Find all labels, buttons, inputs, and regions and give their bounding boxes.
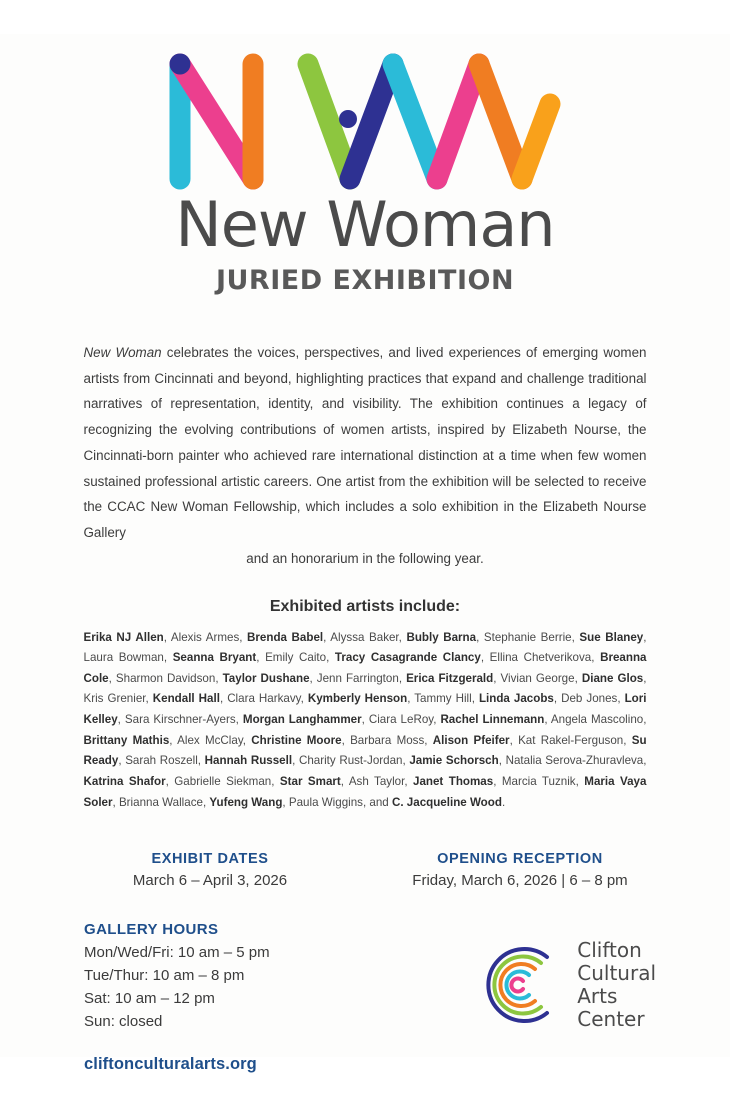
- artist-name: Alyssa Baker: [330, 630, 399, 644]
- dates-row: [65, 851, 665, 889]
- website-link[interactable]: cliftonculturalarts.org: [84, 1055, 257, 1074]
- ccac-concentric-c-icon: [469, 937, 565, 1033]
- artist-name: Brenda Babel: [247, 630, 324, 644]
- nw-monogram-icon: [145, 34, 585, 194]
- subtitle-juried-exhibition: JURIED EXHIBITION: [215, 265, 515, 296]
- artist-separator: ,: [643, 630, 647, 644]
- artist-name: Alexis Armes: [170, 630, 240, 644]
- artist-name: Angela Mascolino: [550, 713, 644, 727]
- artist-separator: ,: [341, 733, 351, 747]
- artist-separator: ,: [271, 774, 280, 788]
- artist-name: Paula Wiggins: [288, 795, 363, 809]
- artist-separator: ,: [424, 733, 433, 747]
- gallery-hours-line: Mon/Wed/Fri: 10 am – 5 pm: [84, 944, 270, 962]
- artist-name: Clara Harkavy: [227, 692, 301, 706]
- artist-name: Janet Thomas: [413, 774, 494, 788]
- artist-name: Morgan Langhammer: [242, 713, 362, 727]
- artist-separator: ,: [544, 713, 551, 727]
- ccac-logo: [469, 937, 656, 1033]
- artist-name: Su Ready: [83, 733, 647, 768]
- artist-separator: ,: [219, 692, 228, 706]
- poster-page: [0, 34, 730, 1074]
- artist-separator: ,: [326, 651, 335, 665]
- gallery-hours-line: Sun: closed: [84, 1012, 163, 1030]
- artist-name: Alex McClay: [177, 733, 243, 747]
- artist-name: Yufeng Wang: [209, 795, 283, 809]
- artist-separator: ,: [112, 795, 119, 809]
- logo-dot-navy: [339, 110, 357, 128]
- opening-reception-value: Friday, March 6, 2026 | 6 – 8 pm: [412, 872, 628, 890]
- artist-separator: ,: [398, 671, 407, 685]
- artist-separator: ,: [292, 754, 299, 768]
- artist-name: Brianna Wallace: [118, 795, 203, 809]
- artist-name: Emily Caito: [265, 651, 327, 665]
- artists-list: [84, 628, 647, 814]
- artist-separator: ,: [493, 671, 501, 685]
- artist-name: Sarah Roszell: [125, 754, 198, 768]
- wordmark-new-woman: New Woman: [175, 188, 555, 261]
- artist-separator: , and: [362, 795, 392, 809]
- logo-dot-navy-2: [170, 54, 191, 75]
- artist-name: Sharmon Davidson: [115, 671, 216, 685]
- artist-name: C. Jacqueline Wood: [391, 795, 502, 809]
- artist-name: Sue Blaney: [579, 630, 644, 644]
- artist-name: Diane Glos: [581, 671, 644, 685]
- artist-name: Natalia Serova-Zhuravleva: [505, 754, 644, 768]
- artist-separator: ,: [498, 754, 506, 768]
- opening-reception-heading: OPENING RECEPTION: [437, 851, 603, 868]
- exhibit-dates-heading: EXHIBIT DATES: [151, 851, 269, 868]
- artist-separator: ,: [165, 774, 175, 788]
- artist-separator: ,: [197, 754, 205, 768]
- artist-separator: ,: [643, 671, 647, 685]
- artist-name: Taylor Dushane: [222, 671, 310, 685]
- artist-name: Seanna Bryant: [172, 651, 257, 665]
- artist-name: Lori Kelley: [83, 692, 647, 727]
- artist-separator: ,: [169, 733, 178, 747]
- artist-separator: ,: [493, 774, 502, 788]
- artist-separator: ,: [300, 692, 308, 706]
- artist-name: Brittany Mathis: [83, 733, 170, 747]
- artist-separator: ,: [407, 692, 415, 706]
- artist-separator: ,: [617, 692, 625, 706]
- artist-name: Erika NJ Allen: [83, 630, 164, 644]
- artist-separator: ,: [163, 651, 173, 665]
- artist-name: Maria Vaya Soler: [83, 774, 647, 809]
- artist-separator: ,: [309, 671, 317, 685]
- artist-name: Marcia Tuznik: [501, 774, 576, 788]
- artist-separator: ,: [282, 795, 289, 809]
- artist-separator: ,: [509, 733, 519, 747]
- ccac-logo-text: [577, 939, 656, 1032]
- artist-separator: ,: [108, 671, 116, 685]
- intro-paragraph: [84, 340, 647, 572]
- artist-name: Ellina Chetverikova: [489, 651, 592, 665]
- artist-separator: ,: [398, 630, 407, 644]
- artist-name: Ash Taylor: [348, 774, 405, 788]
- artist-name: Hannah Russell: [204, 754, 293, 768]
- artist-name: Katrina Shafor: [83, 774, 166, 788]
- artist-separator: ,: [118, 754, 126, 768]
- gallery-hours-line: Sat: 10 am – 12 pm: [84, 989, 215, 1007]
- artist-separator: ,: [574, 671, 582, 685]
- intro-body: celebrates the voices, perspectives, and lived experiences of emerging women artists from Cincinnati and beyond, highlighting practices that expand and challenge traditional narratives of representation, identity, and visibility. The exhibition continues a legacy of recognizing the evolving contributions of women artists, inspired by Elizabeth Nourse, the Cincinnati-born painter who achieved rare international distinction at a time when few women sustained professional artistic careers. One artist from the exhibition will be selected to receive the CCAC New Woman Fellowship, which includes a solo exhibition in the Elizabeth Nourse Gallery: [83, 345, 647, 541]
- nw-monogram-logo: [145, 34, 585, 194]
- artist-separator: ,: [117, 713, 125, 727]
- artist-separator: ,: [256, 651, 266, 665]
- ccac-line: Clifton: [577, 937, 642, 962]
- artist-separator: ,: [323, 630, 331, 644]
- artist-separator: ,: [476, 630, 484, 644]
- artist-name: Sara Kirschner-Ayers: [124, 713, 236, 727]
- exhibit-dates-value: March 6 – April 3, 2026: [132, 872, 288, 890]
- artist-separator: .: [501, 795, 506, 809]
- ccac-line: Cultural: [577, 961, 656, 986]
- artist-name: Stephanie Berrie: [483, 630, 572, 644]
- artist-separator: ,: [202, 795, 210, 809]
- artist-separator: ,: [404, 774, 413, 788]
- artist-name: Alison Pfeifer: [432, 733, 510, 747]
- artist-separator: ,: [623, 733, 632, 747]
- artist-separator: ,: [571, 630, 580, 644]
- artist-separator: ,: [163, 630, 171, 644]
- footer-section: [0, 921, 730, 1101]
- artist-name: Vivian George: [500, 671, 575, 685]
- artist-separator: ,: [235, 713, 243, 727]
- artist-separator: ,: [575, 774, 585, 788]
- artist-separator: ,: [215, 671, 223, 685]
- artist-separator: ,: [145, 692, 153, 706]
- artist-separator: ,: [643, 754, 647, 768]
- artist-name: Jenn Farrington: [316, 671, 399, 685]
- gallery-hours-line: Tue/Thur: 10 am – 8 pm: [84, 967, 245, 985]
- artist-name: Kymberly Henson: [307, 692, 408, 706]
- intro-last-line: and an honorarium in the following year.: [246, 550, 484, 566]
- artist-separator: ,: [480, 651, 490, 665]
- ccac-line: Center: [577, 1007, 645, 1032]
- artist-name: Laura Bowman: [83, 651, 164, 665]
- exhibit-dates-block: [65, 851, 375, 889]
- artist-separator: ,: [643, 713, 647, 727]
- artist-name: Star Smart: [279, 774, 341, 788]
- artist-name: Jamie Schorsch: [409, 754, 499, 768]
- opening-reception-block: [375, 851, 665, 889]
- artist-name: Linda Jacobs: [478, 692, 554, 706]
- artist-name: Charity Rust-Jordan: [298, 754, 403, 768]
- artist-name: Deb Jones: [561, 692, 618, 706]
- artist-separator: ,: [591, 651, 601, 665]
- artist-name: Rachel Linnemann: [440, 713, 545, 727]
- artists-heading: Exhibited artists include:: [269, 597, 461, 615]
- artist-name: Erica Fitzgerald: [406, 671, 494, 685]
- artist-name: Kendall Hall: [152, 692, 220, 706]
- artist-separator: ,: [402, 754, 410, 768]
- artist-name: Breanna Cole: [83, 651, 647, 685]
- ccac-line: Arts: [577, 984, 618, 1009]
- artist-name: Ciara LeRoy: [368, 713, 434, 727]
- artist-separator: ,: [242, 733, 252, 747]
- intro-lead-italic: New Woman: [83, 345, 162, 360]
- artist-separator: ,: [433, 713, 441, 727]
- artist-name: Bubly Barna: [406, 630, 477, 644]
- artist-name: Christine Moore: [251, 733, 342, 747]
- gallery-hours-heading: GALLERY HOURS: [84, 921, 219, 939]
- artist-separator: ,: [553, 692, 562, 706]
- artist-separator: ,: [471, 692, 479, 706]
- artist-separator: ,: [361, 713, 369, 727]
- artist-name: Kris Grenier: [83, 692, 146, 706]
- artist-name: Tammy Hill: [414, 692, 472, 706]
- artist-name: Gabrielle Siekman: [174, 774, 272, 788]
- artist-name: Kat Rakel-Ferguson: [518, 733, 624, 747]
- artist-separator: ,: [340, 774, 349, 788]
- artist-separator: ,: [239, 630, 248, 644]
- artist-name: Barbara Moss: [350, 733, 425, 747]
- artist-name: Tracy Casagrande Clancy: [334, 651, 481, 665]
